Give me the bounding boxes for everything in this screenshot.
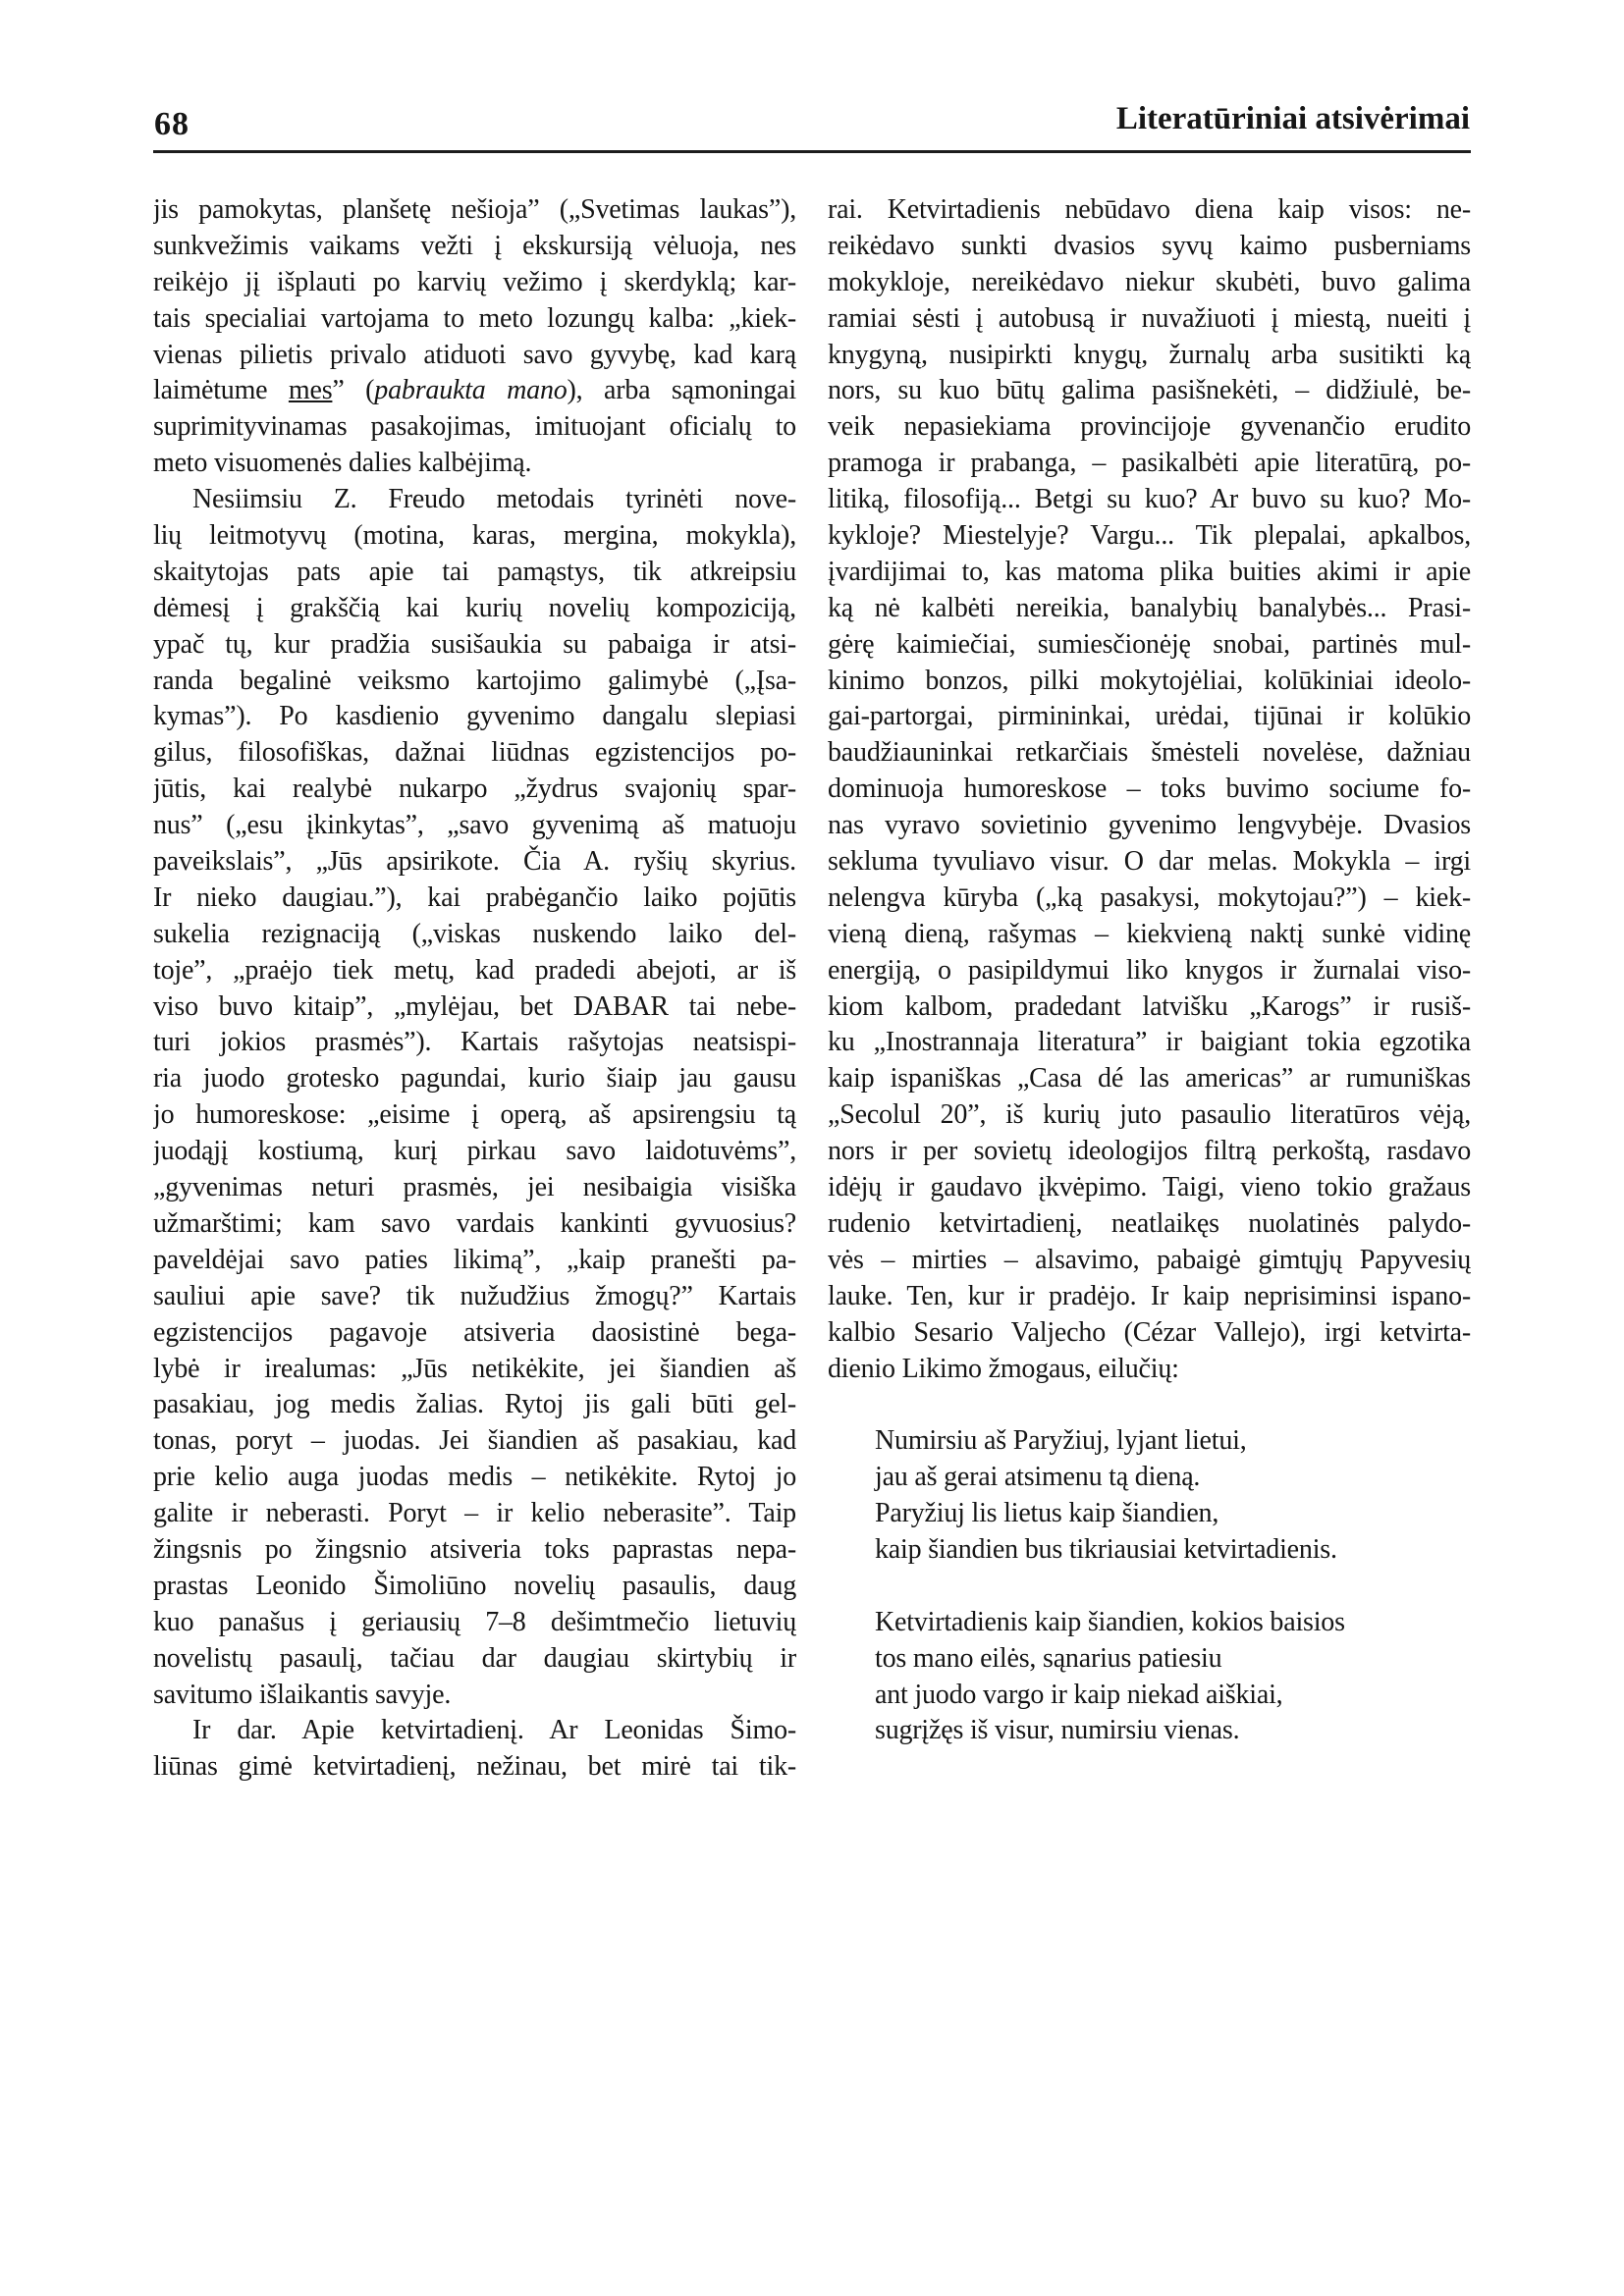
text-line: rai. Ketvirtadienis nebūdavo diena kaip visos: ne-: [828, 194, 1471, 225]
text-line: lybė ir irealumas: „Jūs netikėkite, jei šiandien aš: [153, 1353, 796, 1384]
text-line: novelistų pasaulį, tačiau dar daugiau skirtybių ir: [153, 1642, 796, 1674]
text-line: sekluma tyvuliavo visur. O dar melas. Mokykla – irgi: [828, 846, 1471, 878]
text-line: nelengva kūryba („ką pasakysi, mokytojau?”) – kiek-: [828, 881, 1471, 913]
blank-line: [828, 1387, 1471, 1423]
text-line: kymas”). Po kasdienio gyvenimo dangalu slepiasi: [153, 701, 796, 732]
text-line: lių leitmotyvų (motina, karas, mergina, mokykla),: [153, 520, 796, 552]
text-line: ku „Inostrannaja literatura” ir baigiant tokia egzotika: [828, 1027, 1471, 1058]
text-line: vienas pilietis privalo atiduoti savo gyvybę, kad karą: [153, 339, 796, 370]
text-line: litiką, filosofiją... Betgi su kuo? Ar buvo su kuo? Mo-: [828, 484, 1471, 515]
text-line: lauke. Ten, kur ir pradėjo. Ir kaip neprisiminsi ispano-: [828, 1280, 1471, 1311]
text-line: užmarštimi; kam savo vardais kankinti gyvuosius?: [153, 1207, 796, 1239]
text-columns: [153, 192, 1471, 1786]
left-column: [153, 192, 796, 1786]
text-line: Nesiimsiu Z. Freudo metodais tyrinėti nove-: [192, 484, 796, 515]
verse-line: Numirsiu aš Paryžiuj, lyjant lietui,: [875, 1425, 1247, 1457]
text-line: ria juodo grotesko pagundai, kurio šiaip jau gausu: [153, 1063, 796, 1095]
text-line: [153, 373, 796, 409]
text-line: idėjų ir gaudavo įkvėpimo. Taigi, vieno tokio gražaus: [828, 1172, 1471, 1203]
text-line: kiom kalbom, pradedant latvišku „Karogs” ir rusiš-: [828, 990, 1471, 1022]
text-line: reikėjo jį išplauti po karvių vežimo į skerdyklą; kar-: [153, 266, 796, 297]
underlined-text: mes: [288, 375, 333, 406]
text-line: sukelia rezignaciją („viskas nuskendo laiko del-: [153, 918, 796, 949]
text-line: jūtis, kai realybė nukarpo „žydrus svajonių spar-: [153, 774, 796, 805]
plain-text: ), arba sąmoningai: [567, 375, 796, 406]
text-line: sauliui apie save? tik nužudžius žmogų?” Kartais: [153, 1280, 796, 1311]
text-line: pasakiau, jog medis žalias. Rytoj jis gali būti gel-: [153, 1389, 796, 1420]
text-line: kalbio Sesario Valjecho (Cézar Vallejo), irgi ketvirta-: [828, 1316, 1471, 1348]
text-line: nas vyravo sovietinio gyvenimo lengvybėje. Dvasios: [828, 810, 1471, 841]
page-number: 68: [154, 106, 189, 142]
text-line: ypač tų, kur pradžia susišaukia su pabaiga ir atsi-: [153, 628, 796, 660]
text-line: savitumo išlaikantis savyje.: [153, 1679, 452, 1710]
text-line: ramiai sėsti į autobusą ir nuvažiuoti į miestą, nueiti į: [828, 302, 1471, 334]
text-line: nus” („esu įkinkytas”, „savo gyvenimą aš matuoju: [153, 810, 796, 841]
text-line: dėmesį į grakščią kai kurių novelių kompoziciją,: [153, 592, 796, 623]
text-line: dominuoja humoreskose – toks buvimo sociume fo-: [828, 774, 1471, 805]
text-line: Ir nieko daugiau.”), kai prabėgančio laiko pojūtis: [153, 881, 796, 913]
text-line: randa begalinė veiksmo kartojimo galimybė („Įsa-: [153, 665, 796, 696]
text-line: mokykloje, nereikėdavo niekur skubėti, buvo galima: [828, 266, 1471, 297]
text-line: jis pamokytas, planšetę nešioja” („Svetimas laukas”),: [153, 194, 796, 225]
verse-line: jau aš gerai atsimenu tą dieną.: [875, 1462, 1201, 1493]
text-line: juodąjį kostiumą, kurį pirkau savo laidotuvėms”,: [153, 1136, 796, 1167]
verse-line: Paryžiuj lis lietus kaip šiandien,: [875, 1498, 1219, 1529]
text-line: tonas, poryt – juodas. Jei šiandien aš pasakiau, kad: [153, 1425, 796, 1457]
text-line: nors, su kuo būtų galima pasišnekėti, – didžiulė, be-: [828, 375, 1471, 406]
verse-line: Ketvirtadienis kaip šiandien, kokios baisios: [875, 1606, 1345, 1637]
text-line: energiją, o pasipildymui liko knygos ir žurnalai viso-: [828, 954, 1471, 986]
verse-line: ant juodo vargo ir kaip niekad aiškiai,: [875, 1679, 1283, 1710]
text-line: viso buvo kitaip”, „mylėjau, bet DABAR tai nebe-: [153, 990, 796, 1022]
text-line: paveikslais”, „Jūs apsirikote. Čia A. ryšių skyrius.: [153, 846, 796, 878]
text-line: kinimo bonzos, pilki mokytojėliai, kolūkiniai ideolo-: [828, 665, 1471, 696]
text-line: Ir dar. Apie ketvirtadienį. Ar Leonidas Šimo-: [192, 1715, 796, 1746]
text-line: žingsnis po žingsnio atsiveria toks paprastas nepa-: [153, 1533, 796, 1565]
text-line: galite ir neberasti. Poryt – ir kelio neberasite”. Taip: [153, 1498, 796, 1529]
text-line: gilus, filosofiškas, dažnai liūdnas egzistencijos po-: [153, 737, 796, 769]
text-line: sunkvežimis vaikams vežti į ekskursiją vėluoja, nes: [153, 230, 796, 261]
text-line: kaip ispaniškas „Casa dé las americas” ar rumuniškas: [828, 1063, 1471, 1095]
text-line: „Secolul 20”, iš kurių juto pasaulio literatūros vėją,: [828, 1099, 1471, 1131]
text-line: vieną dieną, rašymas – kiekvieną naktį sunkė vidinę: [828, 918, 1471, 949]
blank-line: [828, 1569, 1471, 1605]
verse-line: tos mano eilės, sąnarius patiesiu: [875, 1642, 1222, 1674]
text-line: tais specialiai vartojama to meto lozungų kalba: „kiek-: [153, 302, 796, 334]
verse-line: kaip šiandien bus tikriausiai ketvirtadienis.: [875, 1533, 1337, 1565]
plain-text: ” (: [332, 375, 375, 406]
text-line: „gyvenimas neturi prasmės, jei nesibaigia visiška: [153, 1172, 796, 1203]
text-line: skaitytojas pats apie tai pamąstys, tik atkreipsiu: [153, 556, 796, 587]
text-line: jo humoreskose: „eisime į operą, aš apsirengsiu tą: [153, 1099, 796, 1131]
text-line: liūnas gimė ketvirtadienį, nežinau, bet mirė tai tik-: [153, 1751, 796, 1783]
text-line: reikėdavo sunkti dvasios syvų kaimo pusberniams: [828, 230, 1471, 261]
text-line: dienio Likimo žmogaus, eilučių:: [828, 1353, 1179, 1384]
text-line: kykloje? Miestelyje? Vargu... Tik plepalai, apkalbos,: [828, 520, 1471, 552]
text-line: vės – mirties – alsavimo, pabaigė gimtųjų Papyvesių: [828, 1244, 1471, 1275]
text-line: pramoga ir prabanga, – pasikalbėti apie literatūrą, po-: [828, 448, 1471, 479]
text-line: gėrę kaimiečiai, sumiesčionėję snobai, partinės mul-: [828, 628, 1471, 660]
text-line: egzistencijos pagavoje atsiveria daosistinė bega-: [153, 1316, 796, 1348]
text-line: meto visuomenės dalies kalbėjimą.: [153, 448, 532, 479]
verse-line: sugrįžęs iš visur, numirsiu vienas.: [875, 1715, 1240, 1746]
text-line: įvardijimai to, kas matoma plika buities akimi ir apie: [828, 556, 1471, 587]
text-line: paveldėjai savo paties likimą”, „kaip pranešti pa-: [153, 1244, 796, 1275]
text-line: prastas Leonido Šimoliūno novelių pasaulis, daug: [153, 1570, 796, 1601]
text-line: baudžiauninkai retkarčiais šmėsteli novelėse, dažniau: [828, 737, 1471, 769]
plain-text: laimėtume: [153, 375, 289, 406]
text-line: kuo panašus į geriausių 7–8 dešimtmečio lietuvių: [153, 1606, 796, 1637]
text-line: gai-partorgai, pirmininkai, urėdai, tijūnai ir kolūkio: [828, 701, 1471, 732]
text-line: knygyną, nusipirkti knygų, žurnalų arba susitikti ką: [828, 339, 1471, 370]
text-line: suprimityvinamas pasakojimas, imituojant oficialų to: [153, 411, 796, 443]
text-line: ką nė kalbėti nereikia, banalybių banalybės... Prasi-: [828, 592, 1471, 623]
text-line: rudenio ketvirtadienį, neatlaikęs nuolatinės palydo-: [828, 1207, 1471, 1239]
right-column: [828, 192, 1471, 1786]
text-line: turi jokios prasmės”). Kartais rašytojas neatsispi-: [153, 1027, 796, 1058]
running-title: Literatūriniai atsivėrimai: [1115, 101, 1470, 136]
text-line: veik nepasiekiama provincijoje gyvenančio erudito: [828, 411, 1471, 443]
text-line: toje”, „praėjo tiek metų, kad pradedi abejoti, ar iš: [153, 954, 796, 986]
text-line: prie kelio auga juodas medis – netikėkite. Rytoj jo: [153, 1462, 796, 1493]
italic-text: pabraukta mano: [374, 375, 568, 406]
header-rule-divider: [153, 150, 1471, 153]
text-line: nors ir per sovietų ideologijos filtrą perkoštą, rasdavo: [828, 1136, 1471, 1167]
